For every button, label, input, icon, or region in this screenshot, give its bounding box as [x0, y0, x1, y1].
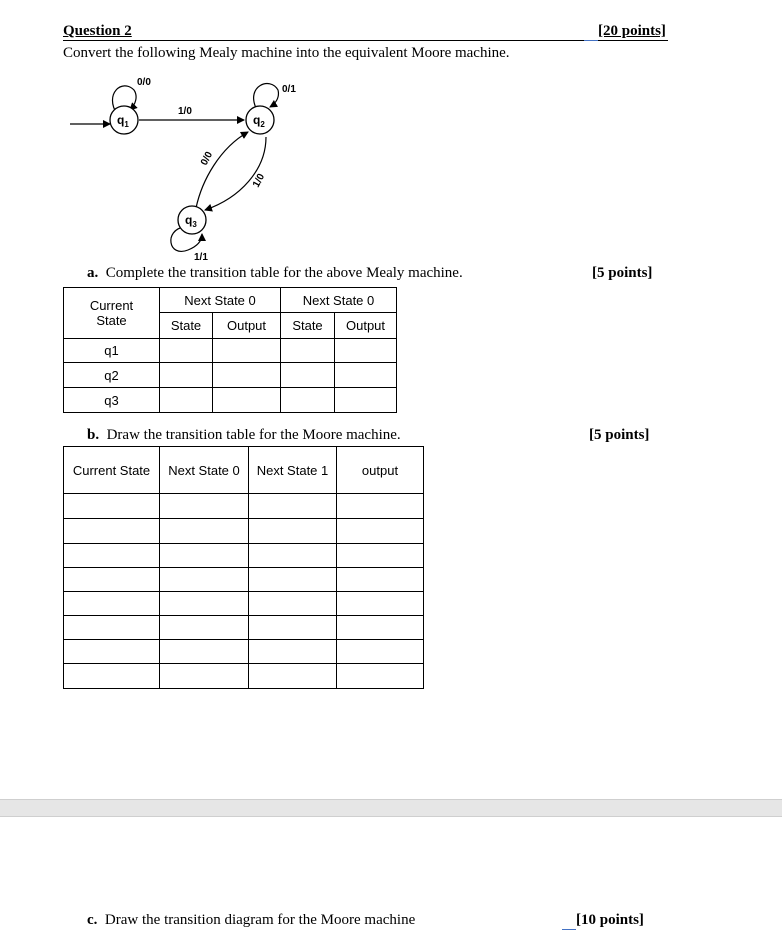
table-row: [64, 592, 424, 616]
answer-cell[interactable]: [64, 544, 160, 568]
table-row: [64, 568, 424, 592]
answer-cell[interactable]: [64, 519, 160, 544]
answer-cell[interactable]: [249, 640, 337, 664]
header-output: output: [337, 447, 424, 494]
answer-cell[interactable]: [337, 544, 424, 568]
table-row: [64, 494, 424, 519]
answer-cell[interactable]: [249, 616, 337, 640]
label-q3-self: 1/1: [194, 252, 208, 263]
row-state-q1: q1: [64, 339, 160, 363]
table-row: [64, 616, 424, 640]
answer-cell[interactable]: [160, 592, 249, 616]
question-title: Question 2: [63, 23, 132, 39]
edge-q2-self: [254, 84, 279, 108]
answer-cell[interactable]: [337, 664, 424, 689]
state-q1-sub: 1: [124, 120, 129, 129]
page-break: [0, 799, 782, 817]
answer-cell[interactable]: [249, 664, 337, 689]
header-rule-accent: [584, 40, 598, 41]
table-row: [64, 388, 397, 413]
question-prompt: Convert the following Mealy machine into the equivalent Moore machine.: [63, 45, 510, 61]
part-c-rule-accent: [562, 929, 576, 930]
answer-cell[interactable]: [64, 640, 160, 664]
header-next-state-1: Next State 1: [249, 447, 337, 494]
table-row: [64, 339, 397, 363]
label-q3-q2: 0/0: [198, 149, 216, 168]
answer-cell[interactable]: [160, 494, 249, 519]
header-current-state: Current State: [64, 288, 160, 339]
state-q1-letter: q: [117, 113, 125, 127]
answer-cell[interactable]: [337, 640, 424, 664]
header-state: State: [281, 313, 335, 339]
answer-cell[interactable]: [249, 519, 337, 544]
part-a-instruction: Complete the transition table for the above Mealy machine.: [105, 265, 463, 281]
answer-cell[interactable]: [64, 592, 160, 616]
label-q2-q3: 1/0: [250, 171, 268, 190]
answer-cell[interactable]: [337, 616, 424, 640]
header-next-state-0: Next State 0: [160, 447, 249, 494]
part-b-instruction: Draw the transition table for the Moore machine.: [106, 427, 401, 443]
answer-cell[interactable]: [160, 388, 213, 413]
header-state: State: [160, 313, 213, 339]
label-q2-self: 0/1: [282, 84, 296, 95]
header-next-state-0-b: Next State 0: [281, 288, 397, 313]
answer-cell[interactable]: [337, 519, 424, 544]
part-b-letter: b.: [87, 427, 100, 443]
table-row: [64, 664, 424, 689]
table-row: [64, 544, 424, 568]
answer-cell[interactable]: [160, 519, 249, 544]
answer-cell[interactable]: [337, 494, 424, 519]
answer-cell[interactable]: [249, 544, 337, 568]
mealy-transition-table: [63, 287, 397, 413]
part-a-points: [5 points]: [592, 265, 653, 281]
answer-cell[interactable]: [249, 494, 337, 519]
answer-cell[interactable]: [281, 363, 335, 388]
header-rule: [63, 40, 668, 41]
part-a-text: [87, 265, 463, 282]
header-output: Output: [213, 313, 281, 339]
answer-cell[interactable]: [335, 363, 397, 388]
part-c-instruction: Draw the transition diagram for the Moore machine: [104, 912, 416, 928]
state-q2-letter: q: [253, 113, 261, 127]
answer-cell[interactable]: [337, 568, 424, 592]
answer-cell[interactable]: [64, 568, 160, 592]
part-b-points: [5 points]: [589, 427, 650, 443]
table-row: [64, 363, 397, 388]
answer-cell[interactable]: [160, 544, 249, 568]
part-b-text: [87, 427, 401, 444]
header-output: Output: [335, 313, 397, 339]
answer-cell[interactable]: [249, 592, 337, 616]
mealy-diagram: [60, 70, 320, 265]
row-state-q2: q2: [64, 363, 160, 388]
edge-q3-q2: [196, 132, 248, 208]
answer-cell[interactable]: [281, 388, 335, 413]
answer-cell[interactable]: [64, 616, 160, 640]
part-c-letter: c.: [87, 912, 98, 928]
answer-cell[interactable]: [160, 664, 249, 689]
label-q1-q2: 1/0: [178, 106, 192, 117]
header-current-state: Current State: [64, 447, 160, 494]
question-points: [20 points]: [598, 23, 666, 39]
part-c-text: [87, 912, 415, 929]
state-q3-sub: 3: [192, 220, 197, 229]
answer-cell[interactable]: [337, 592, 424, 616]
part-c-points: [10 points]: [576, 912, 644, 928]
answer-cell[interactable]: [335, 339, 397, 363]
row-state-q3: q3: [64, 388, 160, 413]
answer-cell[interactable]: [160, 339, 213, 363]
answer-cell[interactable]: [160, 363, 213, 388]
table-row: [64, 640, 424, 664]
state-q2-sub: 2: [260, 120, 265, 129]
answer-cell[interactable]: [64, 664, 160, 689]
answer-cell[interactable]: [249, 568, 337, 592]
label-q1-self: 0/0: [137, 77, 151, 88]
answer-cell[interactable]: [160, 640, 249, 664]
answer-cell[interactable]: [335, 388, 397, 413]
answer-cell[interactable]: [64, 494, 160, 519]
answer-cell[interactable]: [213, 363, 281, 388]
answer-cell[interactable]: [213, 388, 281, 413]
answer-cell[interactable]: [213, 339, 281, 363]
moore-transition-table: [63, 446, 424, 689]
table-row: [64, 519, 424, 544]
answer-cell[interactable]: [160, 568, 249, 592]
state-q3-letter: q: [185, 213, 193, 227]
part-a-letter: a.: [87, 265, 99, 281]
answer-cell[interactable]: [281, 339, 335, 363]
header-next-state-0-a: Next State 0: [160, 288, 281, 313]
answer-cell[interactable]: [160, 616, 249, 640]
